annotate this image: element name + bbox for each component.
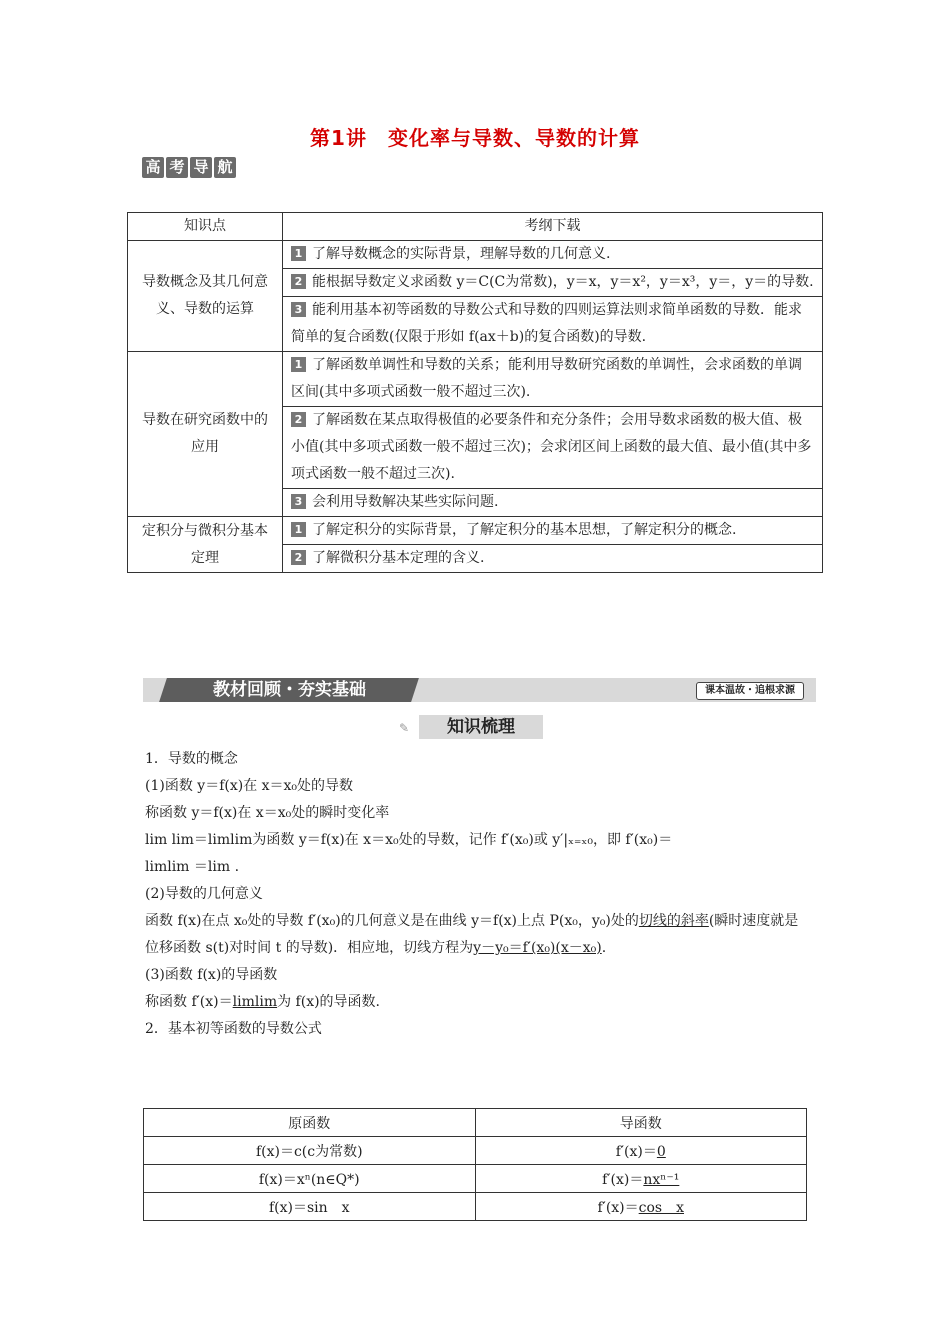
- section-heading: 1．导数的概念: [145, 751, 238, 767]
- badge-char: 高: [142, 157, 164, 178]
- syllabus-item: 2 了解微积分基本定理的含义.: [283, 545, 823, 573]
- item-number: 1: [291, 246, 306, 261]
- item-number: 2: [291, 412, 306, 427]
- syllabus-item: 1 了解函数单调性和导数的关系；能利用导数研究函数的单调性，会求函数的单调区间(其中多项式函数一般不超过三次).: [283, 352, 823, 407]
- fill-answer: 0: [656, 1143, 666, 1160]
- topic-cell: 导数在研究函数中的应用: [128, 352, 283, 517]
- header-derivative: 导函数: [475, 1109, 807, 1137]
- badge-char: 航: [214, 157, 236, 178]
- derivative-function: f′(x)＝nxⁿ⁻¹: [475, 1165, 807, 1193]
- original-function: f(x)＝sin x: [144, 1193, 476, 1221]
- paragraph: (1)函数 y＝f(x)在 x＝x₀处的导数: [145, 778, 354, 794]
- syllabus-table: [127, 212, 823, 573]
- item-number: 2: [291, 550, 306, 565]
- derivative-function: f′(x)＝0: [475, 1137, 807, 1165]
- banner-title: 教材回顾・夯实基础: [159, 678, 419, 702]
- topic-cell: 定积分与微积分基本定理: [128, 517, 283, 573]
- syllabus-item: 2 能根据导数定义求函数 y＝C(C为常数)，y＝x，y＝x²，y＝x³，y＝，y＝的导数.: [283, 269, 823, 297]
- fill-answer: limlim: [232, 994, 278, 1010]
- paragraph: lim lim＝limlim为函数 y＝f(x)在 x＝x₀处的导数，记作 f′(x₀)或 y′|ₓ₌ₓ₀，即 f′(x₀)＝: [145, 832, 673, 848]
- syllabus-item: 3 能利用基本初等函数的导数公式和导数的四则运算法则求简单函数的导数．能求简单的复合函数(仅限于形如 f(ax＋b)的复合函数)的导数.: [283, 297, 823, 352]
- paragraph: (3)函数 f(x)的导函数: [145, 967, 278, 983]
- page-title: 第1讲 变化率与导数、导数的计算: [310, 126, 640, 150]
- original-function: f(x)＝xⁿ(n∈Q*): [144, 1165, 476, 1193]
- paragraph: 称函数 y＝f(x)在 x＝x₀处的瞬时变化率: [145, 805, 390, 821]
- paragraph: 称函数 f′(x)＝limlim为 f(x)的导函数.: [145, 994, 381, 1010]
- item-number: 2: [291, 274, 306, 289]
- syllabus-item: 1 了解导数概念的实际背景，理解导数的几何意义.: [283, 241, 823, 269]
- subheading-label: 知识梳理: [419, 715, 543, 739]
- item-number: 3: [291, 302, 306, 317]
- original-function: f(x)＝c(c为常数): [144, 1137, 476, 1165]
- pencil-icon: ✎: [399, 721, 410, 735]
- paragraph: 函数 f(x)在点 x₀处的导数 f′(x₀)的几何意义是在曲线 y＝f(x)上点 P(x₀，y₀)处的切线的斜率(瞬时速度就是位移函数 s(t)对时间 t 的导数)．相应地，切线方程为y－y₀＝f′(x₀)(x－x₀).: [145, 913, 799, 956]
- syllabus-item: 1 了解定积分的实际背景，了解定积分的基本思想，了解定积分的概念.: [283, 517, 823, 545]
- badge-char: 导: [190, 157, 212, 178]
- fill-answer: nxⁿ⁻¹: [643, 1171, 680, 1188]
- syllabus-item: 2 了解函数在某点取得极值的必要条件和充分条件；会用导数求函数的极大值、极小值(其中多项式函数一般不超过三次)；会求闭区间上函数的最大值、最小值(其中多项式函数一般不超过三次).: [283, 407, 823, 489]
- badge-char: 考: [166, 157, 188, 178]
- gaokao-guide-badges: [142, 157, 236, 178]
- fill-answer: y－y₀＝f′(x₀)(x－x₀): [473, 940, 602, 956]
- item-number: 1: [291, 357, 306, 372]
- syllabus-item: 3 会利用导数解决某些实际问题.: [283, 489, 823, 517]
- derivative-formula-table: [143, 1108, 807, 1221]
- topic-cell: 导数概念及其几何意义、导数的运算: [128, 241, 283, 352]
- derivative-function: f′(x)＝cos x: [475, 1193, 807, 1221]
- paragraph: (2)导数的几何意义: [145, 886, 263, 902]
- header-syllabus: 考纲下载: [283, 213, 823, 241]
- fill-answer: 切线的斜率: [638, 913, 709, 929]
- banner-tag: 课本温故・追根求源: [696, 682, 804, 700]
- fill-answer: cos x: [638, 1199, 685, 1216]
- paragraph: limlim ＝lim .: [145, 859, 240, 875]
- section-banner: [143, 678, 816, 702]
- knowledge-content: [145, 746, 809, 1043]
- header-original: 原函数: [144, 1109, 476, 1137]
- section-heading: 2．基本初等函数的导数公式: [145, 1021, 322, 1037]
- item-number: 3: [291, 494, 306, 509]
- header-knowledge-point: 知识点: [128, 213, 283, 241]
- item-number: 1: [291, 522, 306, 537]
